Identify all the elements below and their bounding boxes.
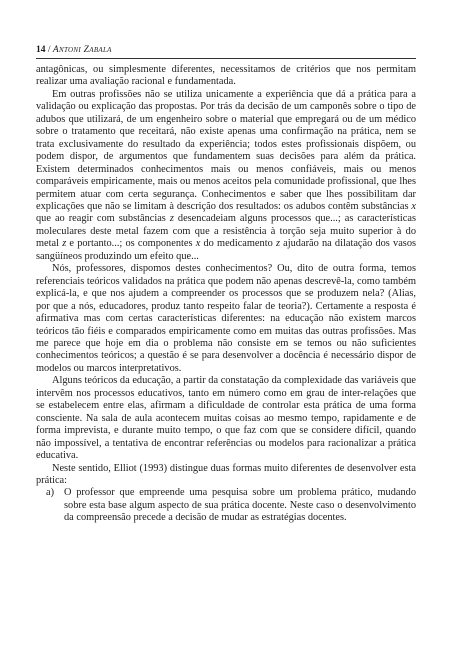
header-separator: /	[47, 45, 51, 55]
italic-variable: x	[411, 200, 416, 212]
paragraph	[36, 89, 416, 263]
paragraph	[36, 263, 416, 375]
text-run: Alguns teóricos da educação, a partir da constatação da complexidade das variáveis que intervêm nos processos educativos, tanto em número como em grau de inter-relações que se estabelecem entre elas, afirmam a dificuldade de controlar esta prática de uma forma consciente. Na sala de aula acontecem muitas coisas ao mesmo tempo, rapidamente e de forma imprevista, e durante muito tempo, o que faz com que se considere difícil, quando não impossível, a tentativa de encontrar referências ou modelos para racionalizar a prática educativa.	[36, 375, 416, 462]
paragraph	[36, 375, 416, 462]
text-run: antagônicas, ou simplesmente diferentes, necessitamos de critérios que nos permitam realizar uma avaliação racional e fundamentada.	[36, 64, 416, 88]
italic-variable: z	[169, 213, 174, 225]
lettered-list	[36, 487, 416, 524]
italic-variable: x	[195, 238, 201, 250]
list-item-text: O professor que empreende uma pesquisa sobre um problema prático, mudando sobre esta base algum aspecto de sua prática docente. Neste caso o desenvolvimento da compreensão precede a decisão de mudar as estratégias docentes.	[64, 487, 416, 524]
text-run: que ao reagir com substâncias	[36, 213, 170, 225]
list-item	[46, 487, 416, 524]
text-run: Nós, professores, dispomos destes conhecimentos? Ou, dito de outra forma, temos referenciais teóricos validados na prática que podem não apenas descrevê-la, como também explicá-la, e que nos ajudem a compreender os processos que se produzem nela? (Alias, por que a nós, educadores, produz tanto respeito falar de teoria?). Certamente a resposta é afirmativa mas com certas características diferentes: na educação não existem marcos teóricos tão fiéis e comparados empiricamente como em muitas das outras profissões. Mas me parece que hoje em dia o problema não consiste em se temos ou não suficientes conhecimentos teóricos; a questão é se para desenvolver a docência é necessário dispor de modelos ou marcos interpretativos.	[36, 263, 416, 374]
text-run: do medicamento	[200, 238, 276, 250]
paragraph	[36, 463, 416, 488]
text-run: e portanto...; os componentes	[66, 238, 196, 250]
text-run: desencadeiam alguns processos que...; as características moleculares deste metal fazem com que a resistência à torção seja muito superior à do metal	[36, 213, 416, 250]
italic-variable: z	[275, 238, 280, 250]
list-marker: a)	[46, 487, 55, 499]
text-run: Neste sentido, Elliot (1993) distingue duas formas muito diferentes de desenvolver esta prática:	[36, 462, 416, 486]
paragraphs	[36, 64, 416, 487]
text-run: ajudarão na dilatação dos vasos sangüíneos produzindo um efeito que...	[36, 238, 417, 262]
paragraph	[36, 64, 416, 89]
running-header	[36, 44, 416, 56]
header-rule	[36, 58, 416, 59]
italic-variable: z	[62, 238, 67, 250]
body-text	[36, 64, 416, 525]
text-run: Em outras profissões não se utiliza unicamente a experiência que dá a prática para a validação ou explicação das propostas. Por trás da decisão de um camponês sobre o tipo de adubos que utilizará, de um engenheiro sobre o material que empregará ou de um médico sobre o tratamento que receitará, não existe apenas uma confirmação na prática, nem se trata exclusivamente do resultado da experiência; todos estes profissionais dispõem, ou podem dispor, de argumentos que fundamentem suas decisões para além da prática. Existem determinados conhecimentos mais ou menos confiáveis, mais ou menos comparáveis empiricamente, mais ou menos aceitos pela comunidade profissional, que lhes permitem atuar com certa segurança. Conhecimentos e saber que lhes possibilitam dar explicações que não se limitam à descrição dos resultados: os adubos contêm substâncias	[36, 88, 416, 212]
page-number: 14	[36, 45, 46, 55]
running-header-author: Antoni Zabala	[52, 45, 112, 55]
